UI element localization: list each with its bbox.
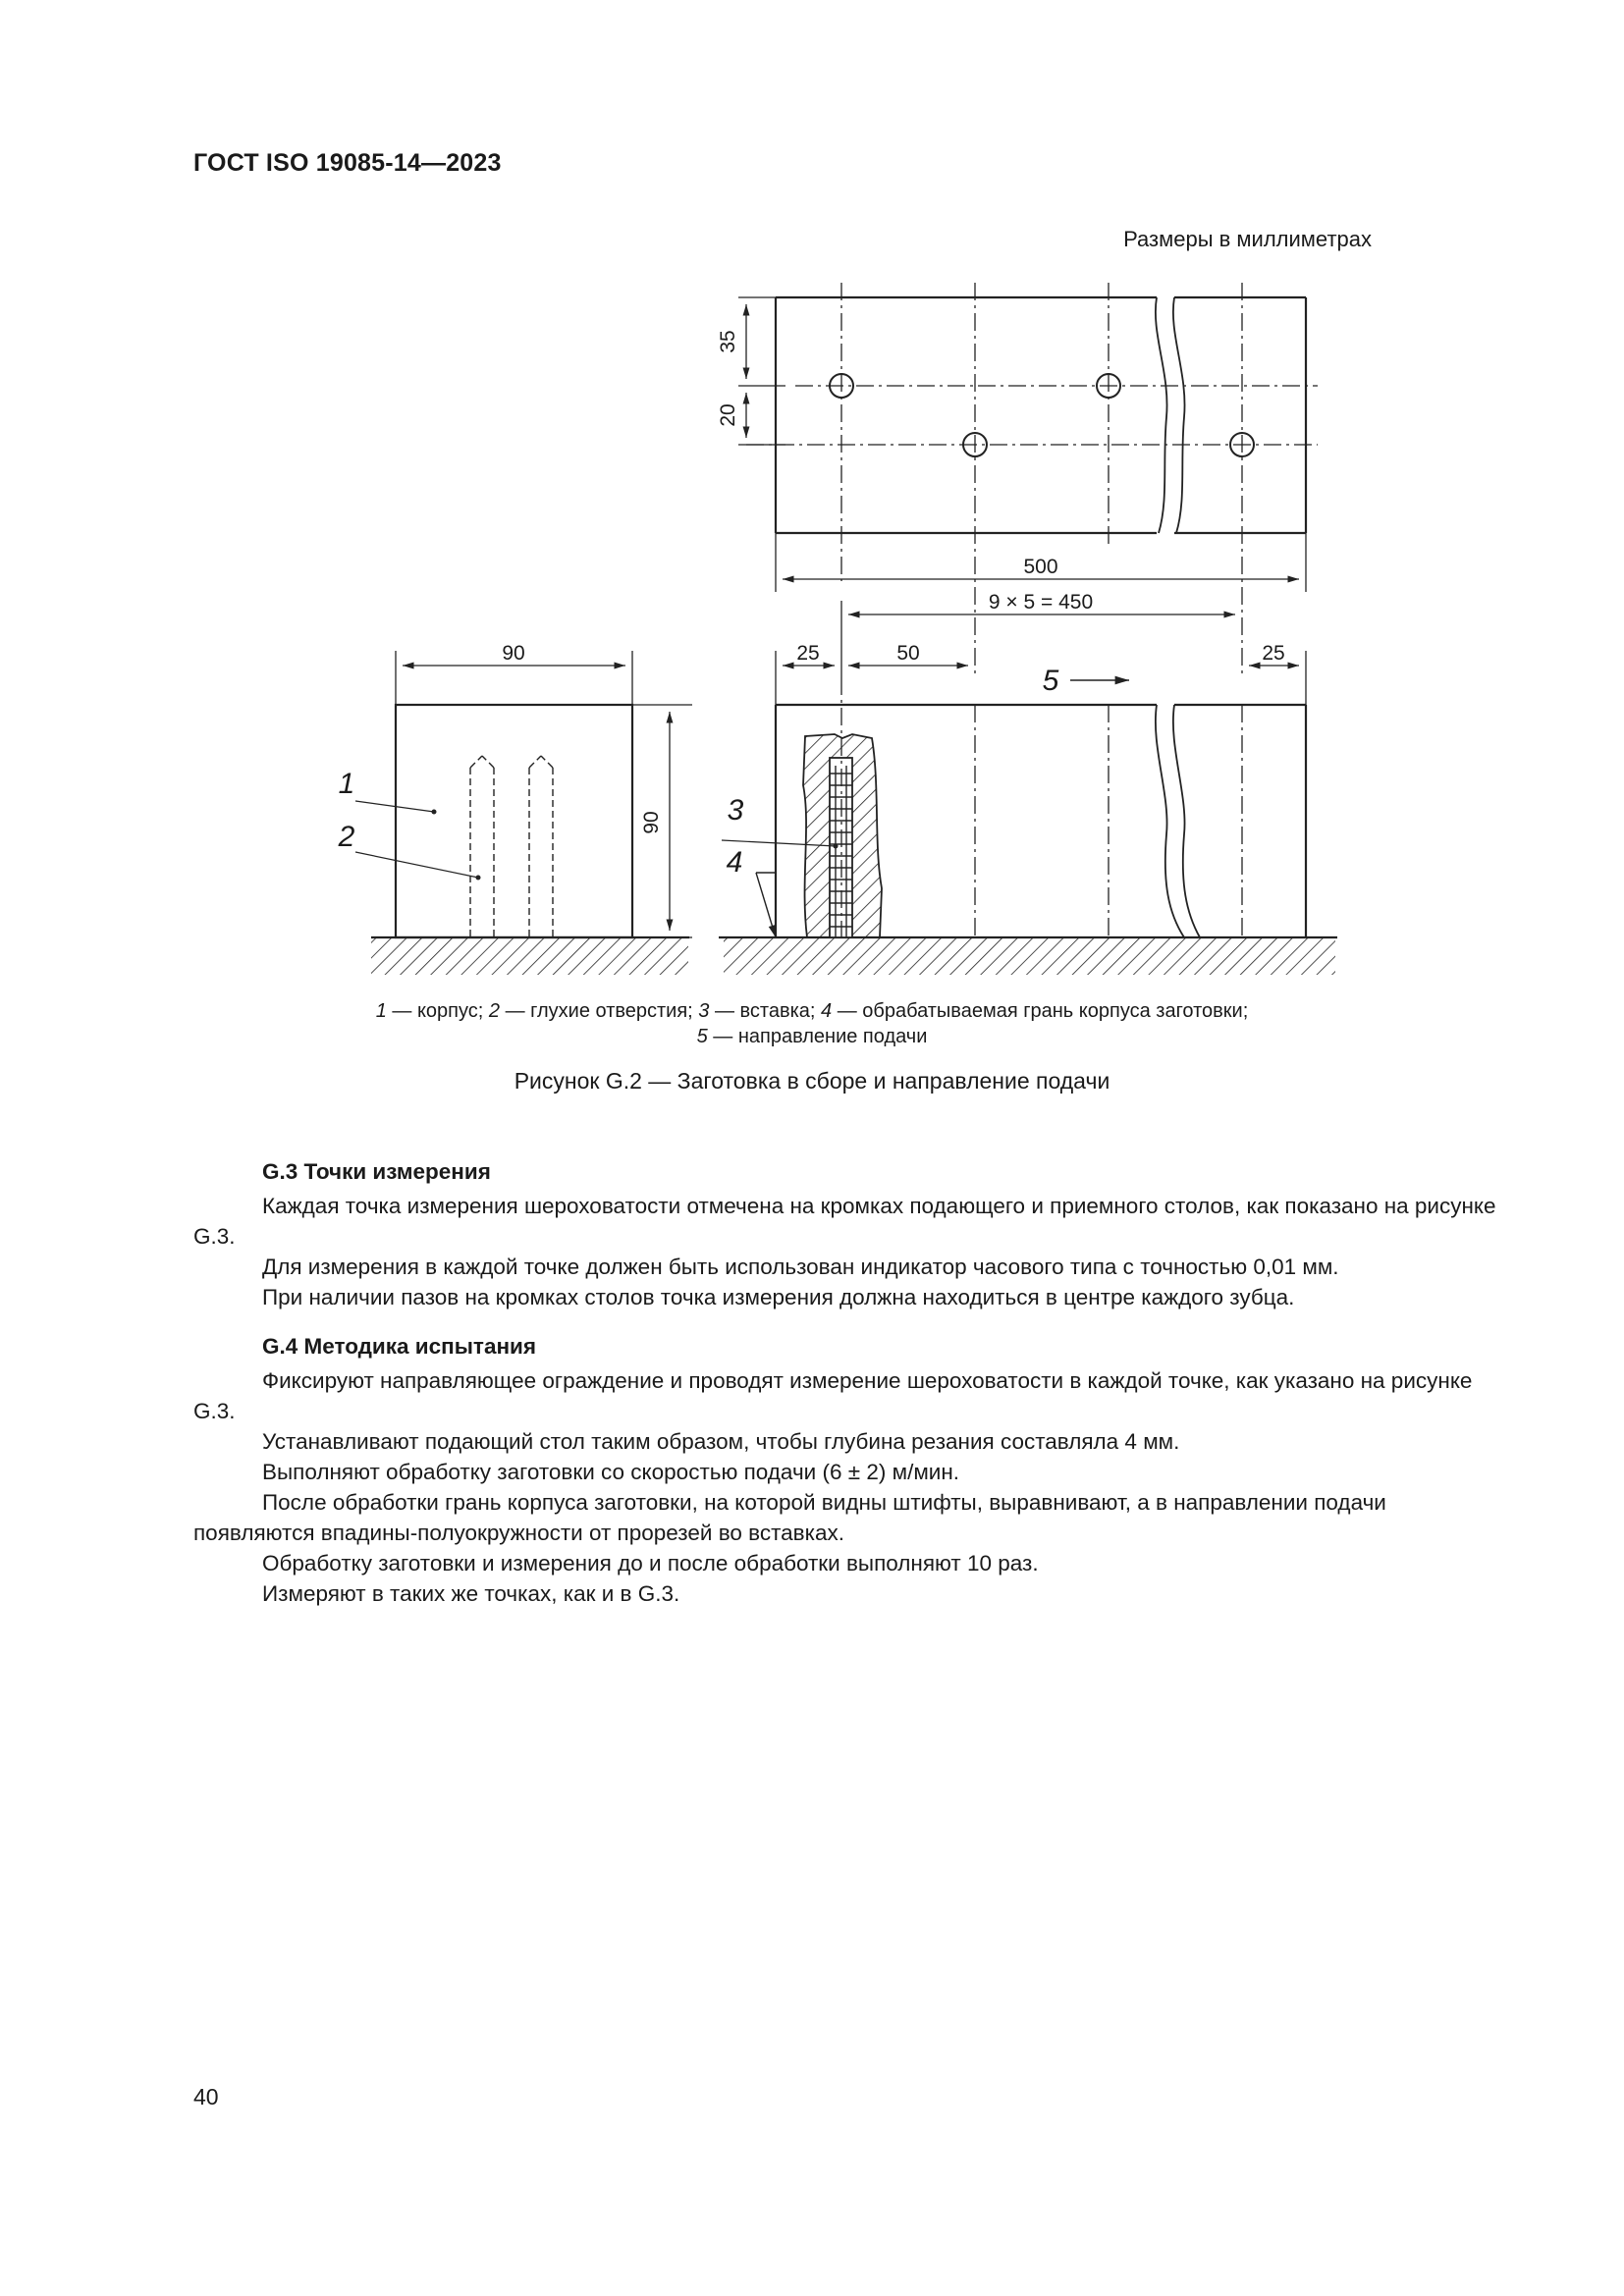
- paragraph: Каждая точка измерения шероховатости отмечена на кромках подающего и приемного столов, как показано на рисунке G.3.: [193, 1194, 1496, 1249]
- top-view: [738, 283, 1318, 677]
- dim-25-right-label: 25: [1262, 642, 1285, 665]
- section-title: G.4 Методика испытания: [262, 1334, 537, 1359]
- legend-line-1: [193, 998, 1431, 1024]
- figure-g2-drawing: [0, 0, 1624, 991]
- paragraph: Выполняют обработку заготовки со скоростью подачи (6 ± 2) м/мин.: [262, 1460, 960, 1484]
- legend-num: 3: [698, 1000, 710, 1022]
- section-g4: [193, 1331, 1509, 1609]
- page-number: 40: [193, 2084, 219, 2109]
- dim-25-left-label: 25: [796, 642, 820, 665]
- legend-text: — глухие отверстия;: [500, 1000, 699, 1022]
- front-view: [719, 651, 1337, 975]
- document-header: ГОСТ ISO 19085-14—2023: [193, 149, 502, 177]
- paragraph: Устанавливают подающий стол таким образом, чтобы глубина резания составляла 4 мм.: [262, 1429, 1180, 1454]
- legend-num: 2: [488, 1000, 501, 1022]
- section-title: G.3 Точки измерения: [262, 1159, 491, 1184]
- legend-text: — корпус;: [386, 1000, 489, 1022]
- paragraph: Измеряют в таких же точках, как и в G.3.: [262, 1581, 680, 1606]
- paragraph: При наличии пазов на кромках столов точка измерения должна находиться в центре каждого зубца.: [262, 1285, 1295, 1309]
- section-g3: [193, 1156, 1509, 1312]
- callout-4: 4: [726, 846, 743, 879]
- legend-text: — направление подачи: [707, 1026, 928, 1047]
- callout-1: 1: [338, 768, 355, 800]
- legend-num: 1: [375, 1000, 387, 1022]
- legend-text: — обрабатываемая грань корпуса заготовки;: [832, 1000, 1249, 1022]
- figure-caption: Рисунок G.2 — Заготовка в сборе и направление подачи: [514, 1068, 1110, 1094]
- legend-num: 4: [821, 1000, 833, 1022]
- dim-500-label: 500: [1023, 556, 1058, 578]
- legend-line-2: [193, 1024, 1431, 1049]
- dim-20-label: 20: [717, 403, 739, 427]
- dimensions-note: Размеры в миллиметрах: [1123, 227, 1372, 251]
- legend-text: — вставка;: [709, 1000, 822, 1022]
- paragraph: После обработки грань корпуса заготовки, на которой видны штифты, выравнивают, а в направлении подачи появляются впадины-полуокружности от прорезей во вставках.: [193, 1490, 1386, 1545]
- paragraph: Для измерения в каждой точке должен быть использован индикатор часового типа с точностью 0,01 мм.: [262, 1255, 1339, 1279]
- figure-legend: [193, 998, 1431, 1049]
- dim-450-label: 9 × 5 = 450: [988, 591, 1094, 614]
- callout-2: 2: [338, 821, 355, 853]
- dim-90-height-label: 90: [640, 811, 663, 834]
- callout-3: 3: [727, 794, 744, 827]
- paragraph: Обработку заготовки и измерения до и после обработки выполняют 10 раз.: [262, 1551, 1039, 1575]
- dim-50-label: 50: [896, 642, 920, 665]
- dim-90-width-label: 90: [502, 642, 525, 665]
- legend-num: 5: [696, 1026, 708, 1047]
- callout-5: 5: [1042, 665, 1059, 697]
- dim-35-label: 35: [717, 330, 739, 353]
- paragraph: Фиксируют направляющее ограждение и проводят измерение шероховатости в каждой точке, как указано на рисунке G.3.: [193, 1368, 1473, 1423]
